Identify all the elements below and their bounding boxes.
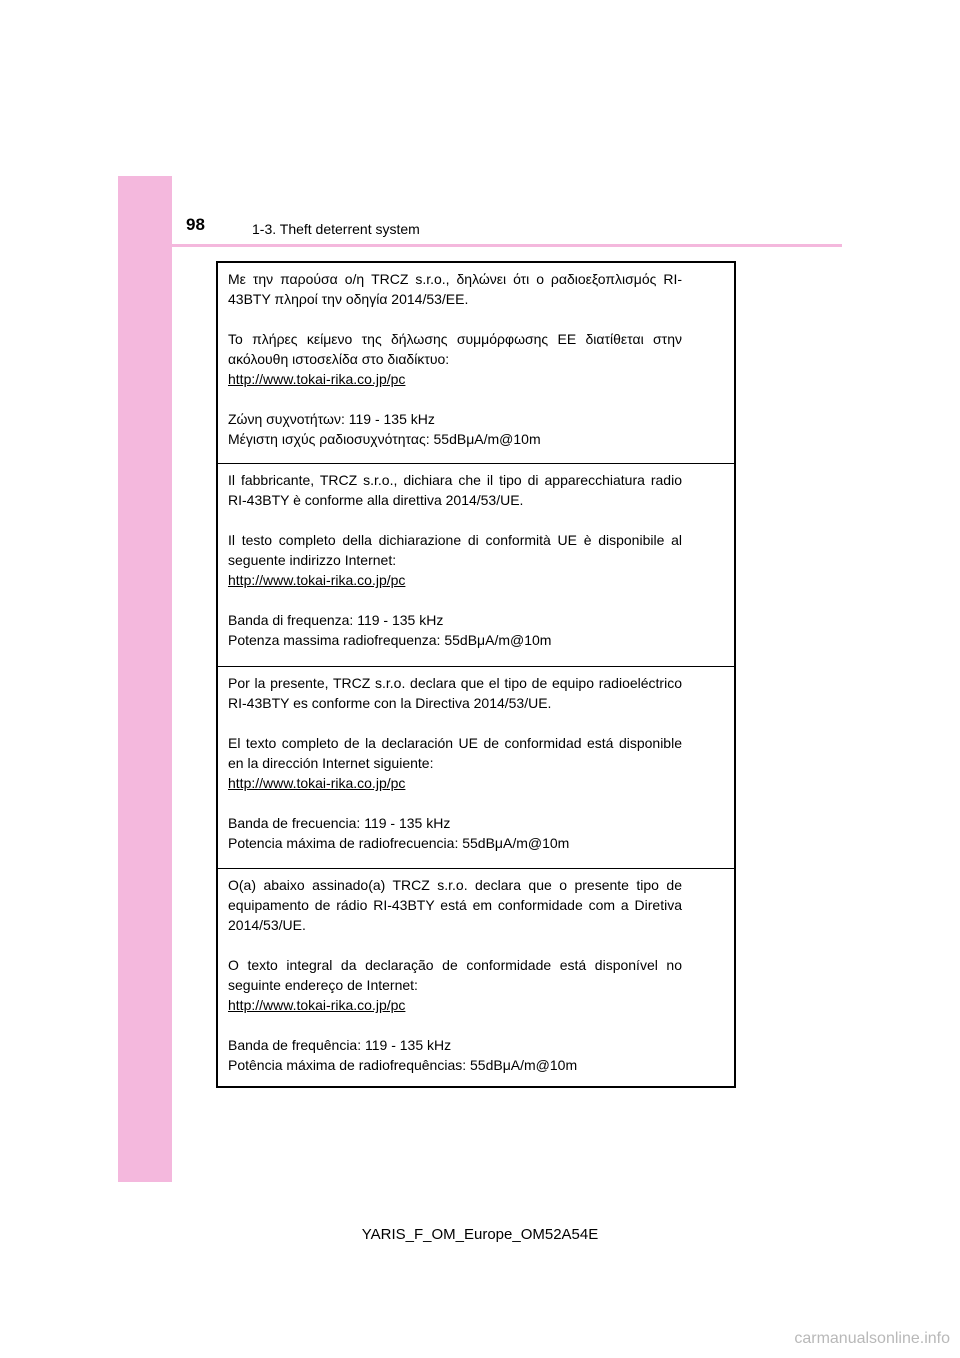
declaration-text-availability: Το πλήρες κείμενο της δήλωσης συμμόρφωσης ΕΕ διατίθεται στην ακόλουθη ιστοσελίδα στο διαδίκτυο: bbox=[228, 331, 682, 367]
declaration-table bbox=[216, 261, 736, 1088]
max-power: Μέγιστη ισχύς ραδιοσυχνότητας: 55dBμA/m@10m bbox=[228, 431, 541, 447]
declaration-block-greek bbox=[218, 263, 734, 464]
declaration-block-italian bbox=[218, 464, 734, 667]
frequency-band: Banda de frequência: 119 - 135 kHz bbox=[228, 1037, 452, 1053]
declaration-block-portuguese bbox=[218, 869, 734, 1086]
declaration-url-link[interactable]: http://www.tokai-rika.co.jp/pc bbox=[228, 997, 406, 1013]
max-power: Potencia máxima de radiofrecuencia: 55dBμA/m@10m bbox=[228, 835, 570, 851]
declaration-url-link[interactable]: http://www.tokai-rika.co.jp/pc bbox=[228, 572, 406, 588]
declaration-block-spanish bbox=[218, 667, 734, 869]
declaration-url-link[interactable]: http://www.tokai-rika.co.jp/pc bbox=[228, 371, 406, 387]
watermark-text: carmanualsonline.info bbox=[794, 1330, 950, 1347]
declaration-statement: Il fabbricante, TRCZ s.r.o., dichiara che il tipo di apparecchiatura radio RI-43BTY è conforme alla direttiva 2014/53/UE. bbox=[228, 472, 682, 508]
frequency-band: Banda di frequenza: 119 - 135 kHz bbox=[228, 612, 444, 628]
declaration-text-availability: Il testo completo della dichiarazione di conformità UE è disponibile al seguente indirizzo Internet: bbox=[228, 532, 682, 568]
side-accent-band bbox=[118, 176, 172, 1182]
header-rule bbox=[118, 244, 842, 247]
max-power: Potenza massima radiofrequenza: 55dBμA/m@10m bbox=[228, 632, 552, 648]
page-number: 98 bbox=[186, 215, 205, 234]
manual-code: YARIS_F_OM_Europe_OM52A54E bbox=[361, 1226, 599, 1243]
frequency-band: Banda de frecuencia: 119 - 135 kHz bbox=[228, 815, 451, 831]
section-title: 1-3. Theft deterrent system bbox=[252, 221, 420, 237]
declaration-text-availability: O texto integral da declaração de conformidade está disponível no seguinte endereço de Internet: bbox=[228, 957, 682, 993]
declaration-text-availability: El texto completo de la declaración UE de conformidad está disponible en la dirección Internet siguiente: bbox=[228, 735, 682, 771]
declaration-statement: Με την παρούσα ο/η TRCZ s.r.o., δηλώνει ότι ο ραδιοεξοπλισμός RI-43BTY πληροί την οδηγία 2014/53/ΕΕ. bbox=[228, 271, 682, 307]
declaration-url-link[interactable]: http://www.tokai-rika.co.jp/pc bbox=[228, 775, 406, 791]
max-power: Potência máxima de radiofrequências: 55dBμA/m@10m bbox=[228, 1057, 578, 1073]
frequency-band: Ζώνη συχνοτήτων: 119 - 135 kHz bbox=[228, 411, 435, 427]
declaration-statement: O(a) abaixo assinado(a) TRCZ s.r.o. declara que o presente tipo de equipamento de rádio RI-43BTY está em conformidade com a Diretiva 2014/53/UE. bbox=[228, 877, 682, 933]
declaration-statement: Por la presente, TRCZ s.r.o. declara que el tipo de equipo radioeléctrico RI-43BTY es conforme con la Directiva 2014/53/UE. bbox=[228, 675, 682, 711]
